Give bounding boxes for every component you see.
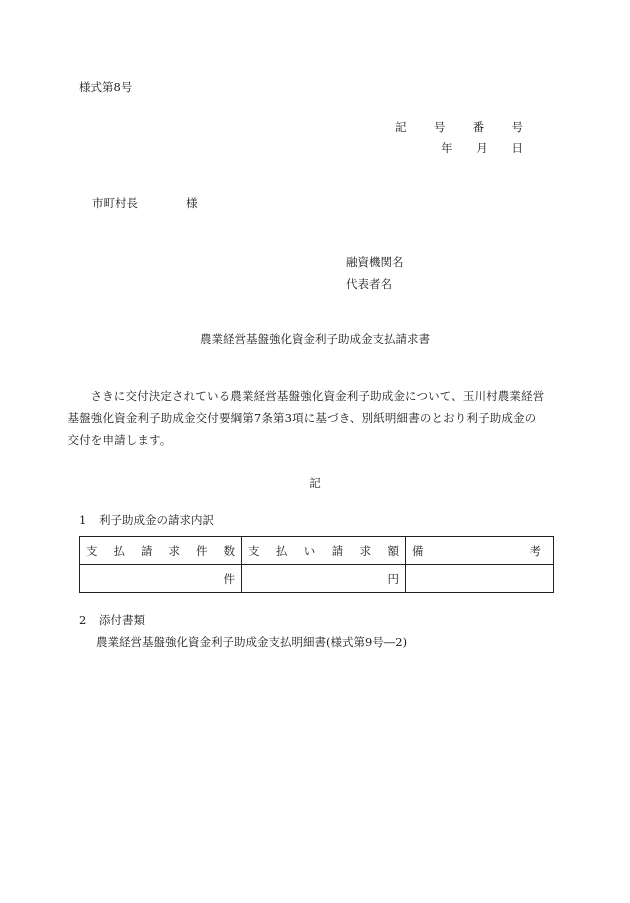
header-remarks-char: 備 [412,543,424,558]
ki-heading: 記 [309,476,321,490]
date-month-label: 月 [476,141,488,155]
section-1-heading [79,515,214,527]
body-paragraph [67,385,555,451]
section-2-heading [79,615,145,627]
cell-amount-unit: 円 [242,565,406,593]
attachment-item: 農業経営基盤強化資金利子助成金支払明細書(様式第9号―2) [96,635,408,649]
institution-name-label: 融資機関名 [346,255,404,269]
date-year-label: 年 [441,141,453,155]
date-day-label: 日 [511,141,523,155]
document-number-line [395,122,523,134]
doc-number-char: 記 [395,120,407,134]
cell-count-unit: 件 [80,565,242,593]
doc-number-char: 号 [511,120,523,134]
header-request-amount: 支払い請求額 [242,537,406,565]
header-remarks-char: 考 [529,543,541,558]
body-line: 基盤強化資金利子助成金交付要綱第7条第3項に基づき、別紙明細書のとおり利子助成金の [67,411,537,425]
document-date-line [441,143,523,155]
section-title: 利子助成金の請求内訳 [99,513,214,527]
request-breakdown-table [79,536,554,593]
addressee-honorific: 様 [186,196,198,210]
representative-name-label: 代表者名 [346,277,392,291]
section-number: 2 [79,613,87,627]
header-request-count: 支払請求件数 [80,537,242,565]
doc-number-char: 号 [433,120,446,134]
cell-remarks [406,565,554,593]
document-title: 農業経営基盤強化資金利子助成金支払請求書 [200,332,430,346]
addressee [92,198,198,210]
body-line: 交付を申請します。 [67,433,172,447]
table-row [80,565,554,593]
form-number: 様式第8号 [79,80,133,94]
body-line: さきに交付決定されている農業経営基盤強化資金利子助成金について、玉川村農業経営 [90,389,545,403]
section-number: 1 [79,513,87,527]
header-remarks [406,537,554,565]
section-title: 添付書類 [99,613,145,627]
addressee-title: 市町村長 [92,196,138,210]
doc-number-char: 番 [472,120,485,134]
table-header-row [80,537,554,565]
